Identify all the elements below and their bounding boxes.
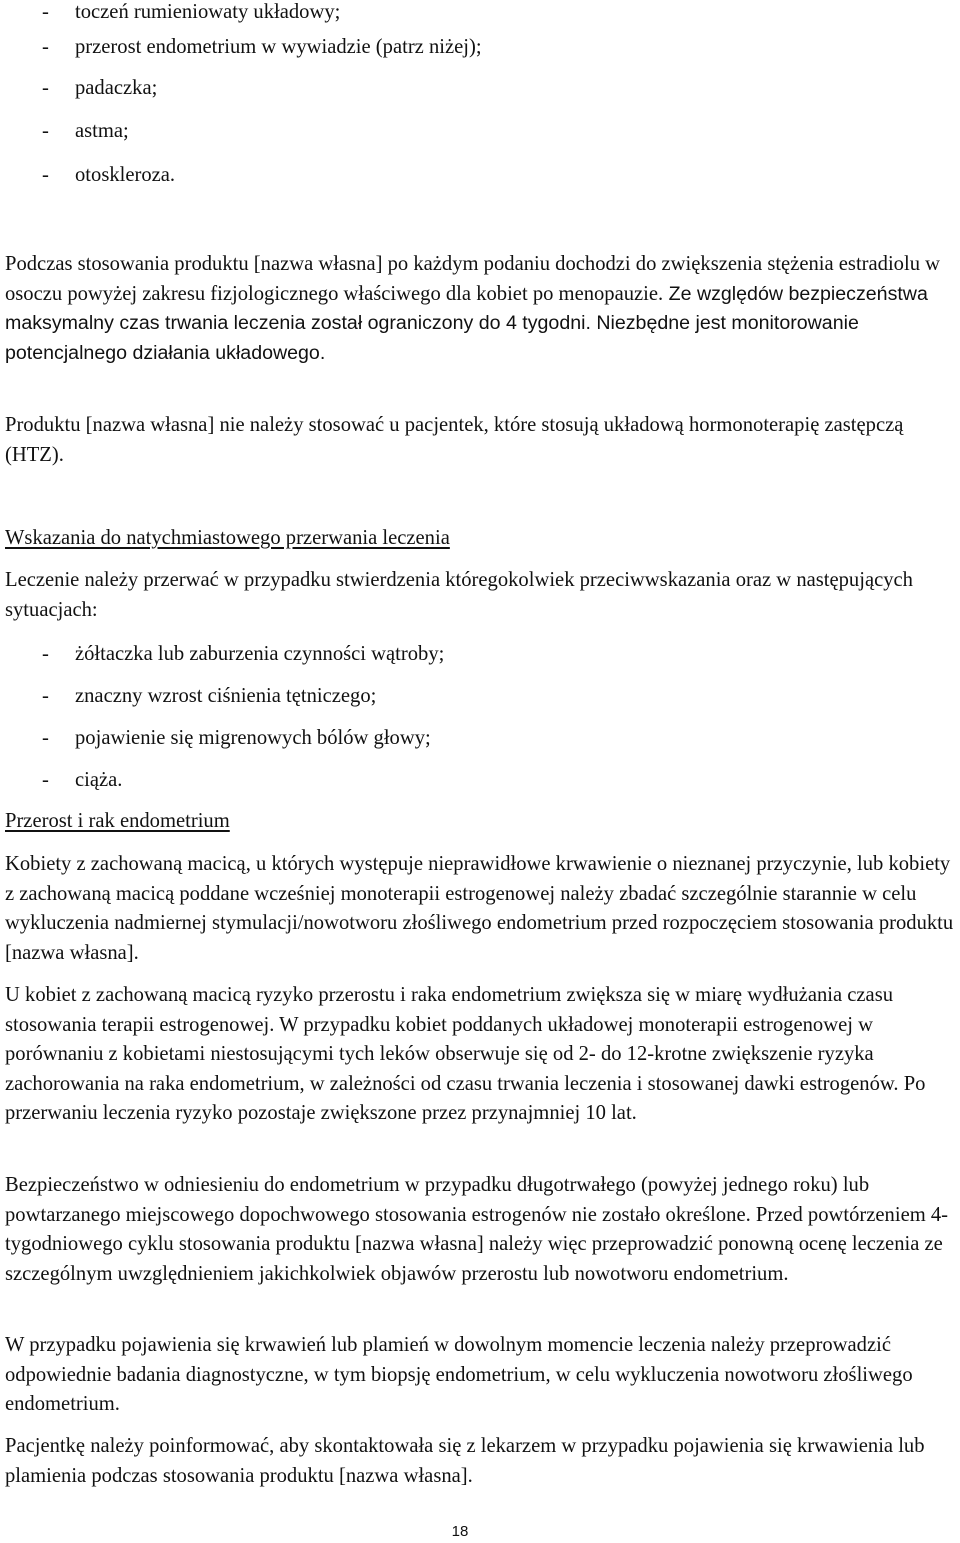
- paragraph: W przypadku pojawienia się krwawień lub plamień w dowolnym momencie leczenia należy przeprowadzić odpowiednie badania diagnostyczne, w tym biopsję endometrium, w celu wykluczenia nowotworu złośliwego endometrium.: [5, 1334, 913, 1416]
- list-item: [5, 161, 175, 191]
- list-item-text: padaczka;: [75, 77, 158, 99]
- list-marker: -: [42, 77, 49, 99]
- paragraph: Kobiety z zachowaną macicą, u których występuje nieprawidłowe krwawienie o nieznanej przyczynie, lub kobiety z zachowaną macicą poddane wcześniej monoterapii estrogenowej należy zbadać szczególnie starannie w celu wykluczenia nadmiernej stymulacji/nowotworu złośliwego endometrium przed rozpoczęciem stosowania produktu [nazwa własna].: [5, 853, 954, 964]
- list-item: [5, 74, 157, 104]
- list-item-text: astma;: [75, 120, 129, 142]
- list-item-text: ciąża.: [75, 769, 123, 791]
- paragraph: Produktu [nazwa własna] nie należy stosować u pacjentek, które stosują układową hormonoterapię zastępczą (HTZ).: [5, 414, 904, 466]
- list-item: [5, 682, 376, 712]
- section-heading: Przerost i rak endometrium: [5, 810, 230, 832]
- list-item: [5, 33, 482, 63]
- list-item-text: żółtaczka lub zaburzenia czynności wątroby;: [75, 643, 445, 665]
- paragraph: U kobiet z zachowaną macicą ryzyko przerostu i raka endometrium zwiększa się w miarę wydłużania czasu stosowania terapii estrogenowej. W przypadku kobiet poddanych układowej monoterapii estrogenowej w porównaniu z kobietami niestosującymi tych leków obserwuje się od 2- do 12-krotne zwiększenie ryzyka zachorowania na raka endometrium, w zależności od czasu trwania leczenia i stosowanej dawki estrogenów. Po przerwaniu leczenia ryzyko pozostaje zwiększone przez przynajmniej 10 lat.: [5, 984, 926, 1125]
- paragraph-text-sans: Ze względów bezpieczeństwa maksymalny czas trwania leczenia został ograniczony do 4 tygodni. Niezbędne jest monitorowanie potencjalnego działania układowego.: [5, 282, 928, 364]
- list-item-text: znaczny wzrost ciśnienia tętniczego;: [75, 685, 377, 707]
- list-marker: -: [42, 36, 49, 58]
- list-item: [5, 724, 431, 754]
- list-marker: -: [42, 643, 49, 665]
- paragraph: [5, 250, 956, 368]
- list-item-text: przerost endometrium w wywiadzie (patrz niżej);: [75, 36, 482, 58]
- list-item: [5, 117, 129, 147]
- page-number: 18: [451, 1523, 469, 1540]
- paragraph: Leczenie należy przerwać w przypadku stwierdzenia któregokolwiek przeciwwskazania oraz w następujących sytuacjach:: [5, 569, 913, 621]
- list-marker: -: [42, 769, 49, 791]
- list-item-text: toczeń rumieniowaty układowy;: [75, 1, 341, 23]
- paragraph: Pacjentkę należy poinformować, aby skontaktowała się z lekarzem w przypadku pojawienia się krwawienia lub plamienia podczas stosowania produktu [nazwa własna].: [5, 1435, 925, 1487]
- list-marker: -: [42, 685, 49, 707]
- list-item-text: otoskleroza.: [75, 164, 176, 186]
- list-item: [5, 0, 340, 28]
- paragraph: Bezpieczeństwo w odniesieniu do endometrium w przypadku długotrwałego (powyżej jednego roku) lub powtarzanego miejscowego dopochwowego stosowania estrogenów nie zostało określone. Przed powtórzeniem 4-tygodniowego cyklu stosowania produktu [nazwa własna] należy więc przeprowadzić ponowną ocenę leczenia ze szczególnym uwzględnieniem jakichkolwiek objawów przerostu lub nowotworu endometrium.: [5, 1174, 949, 1285]
- list-marker: -: [42, 164, 49, 186]
- list-item-text: pojawienie się migrenowych bólów głowy;: [75, 727, 431, 749]
- paragraph-text: Podczas stosowania produktu [nazwa własna] po każdym podaniu dochodzi do zwiększenia stężenia estradiolu w osoczu powyżej zakresu fizjologicznego właściwego dla kobiet po menopauzie.: [5, 253, 941, 305]
- list-marker: -: [42, 727, 49, 749]
- list-marker: -: [42, 120, 49, 142]
- list-marker: -: [42, 1, 49, 23]
- list-item: [5, 640, 444, 670]
- list-item: [5, 766, 122, 796]
- section-heading: Wskazania do natychmiastowego przerwania leczenia: [5, 527, 450, 549]
